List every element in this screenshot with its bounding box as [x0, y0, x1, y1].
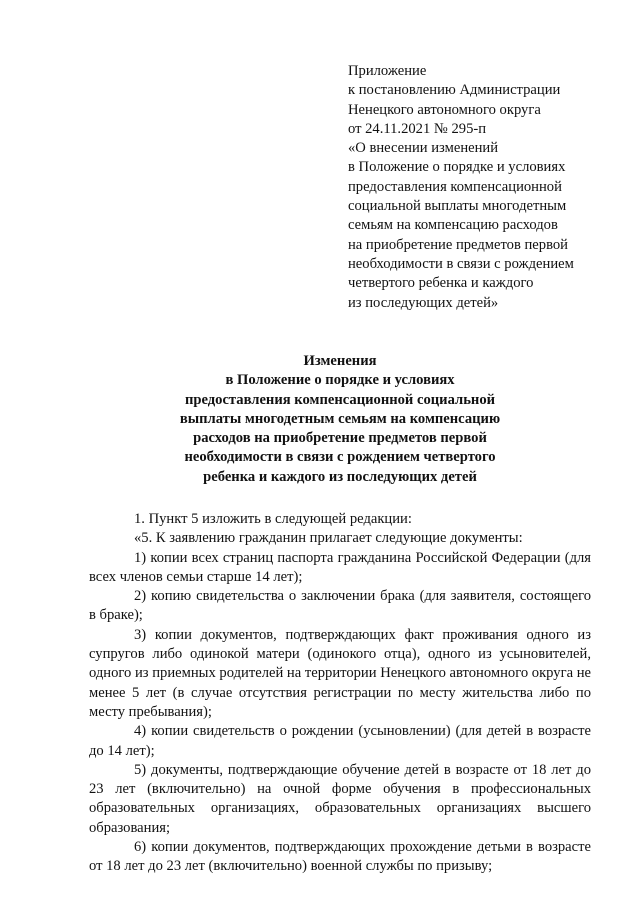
title-line: выплаты многодетным семьям на компенсацию: [179, 410, 501, 427]
appendix-line: Приложение: [348, 63, 427, 79]
appendix-line: от 24.11.2021 № 295-п: [348, 120, 487, 137]
body-paragraph: 5) документы, подтверждающие обучение детей в возрасте от 18 лет до 23 лет (включительно) на очной форме обучения в профессиональных образовательных организациях, образовательных организациях высшего образования;: [89, 761, 591, 836]
title-line: предоставления компенсационной социальной: [184, 391, 496, 408]
title-line: необходимости в связи с рождением четвертого: [184, 449, 496, 466]
body-paragraph: 1. Пункт 5 изложить в следующей редакции:: [134, 511, 412, 527]
appendix-header: [348, 62, 628, 313]
title-line: в Положение о порядке и условиях: [225, 372, 455, 389]
body-paragraph: 3) копии документов, подтверждающих факт проживания одного из супругов либо одинокой матери (одинокого отца), одного из усыновителей, одного из приемных родителей на территории Ненецкого автономного округа не менее 5 лет (в случае отсутствия регистрации по месту жительства либо по месту пребывания);: [89, 626, 591, 720]
body-paragraph: 4) копии свидетельств о рождении (усыновлении) (для детей в возрасте до 14 лет);: [89, 723, 591, 759]
body-paragraph: 1) копии всех страниц паспорта гражданина Российской Федерации (для всех членов семьи старше 14 лет);: [89, 549, 591, 585]
title-line: Изменения: [303, 353, 377, 369]
appendix-line: на приобретение предметов первой: [348, 236, 568, 253]
appendix-line: из последующих детей»: [348, 294, 499, 311]
title-line: расходов на приобретение предметов первой: [193, 430, 487, 447]
body-paragraph: 6) копии документов, подтверждающих прохождение детьми в возрасте от 18 лет до 23 лет (включительно) военной службы по призыву;: [89, 839, 591, 875]
appendix-line: предоставления компенсационной: [348, 178, 562, 195]
document-title: [90, 352, 590, 487]
appendix-line: «О внесении изменений: [348, 140, 499, 157]
appendix-line: четвертого ребенка и каждого: [348, 275, 534, 292]
document-body: [89, 510, 591, 877]
title-line: ребенка и каждого из последующих детей: [203, 468, 477, 485]
appendix-line: социальной выплаты многодетным: [348, 198, 567, 215]
body-paragraph: «5. К заявлению гражданин прилагает следующие документы:: [134, 530, 523, 547]
appendix-line: в Положение о порядке и условиях: [348, 159, 566, 176]
body-paragraph: 2) копию свидетельства о заключении брака (для заявителя, состоящего в браке);: [89, 588, 591, 624]
appendix-line: необходимости в связи с рождением: [348, 255, 574, 272]
appendix-line: семьям на компенсацию расходов: [348, 217, 558, 234]
appendix-line: к постановлению Администрации: [348, 82, 561, 99]
appendix-line: Ненецкого автономного округа: [348, 101, 541, 118]
